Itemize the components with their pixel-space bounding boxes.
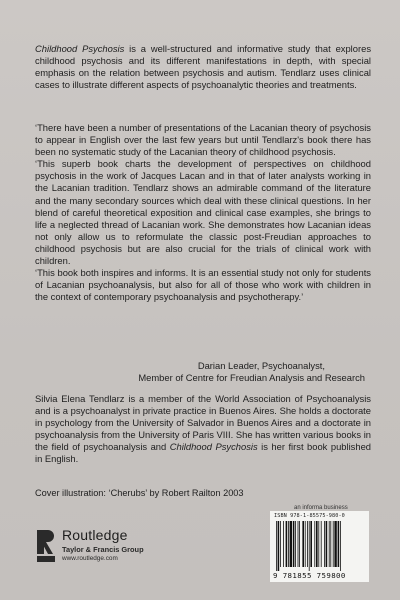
bio-book-title: Childhood Psychosis bbox=[169, 441, 258, 453]
informa-tagline: an informa business bbox=[294, 505, 348, 511]
signature-name: Darian Leader, Psychoanalyst, bbox=[197, 360, 325, 371]
signature-role: Member of Centre for Freudian Analysis and Research bbox=[138, 372, 365, 384]
bio-text-1: Silvia Elena Tendlarz is a member of the World Association of Psychoanalysis and is a psychoanalyst in private practice in Buenos Aires. She holds a doctorate in psychology from the University of Salvador in Buenos Aires and a doctorate in psychoanalysis from the University of Paris VIII. She has written various books in the field of psychoanalysis and bbox=[35, 393, 371, 453]
intro-text: is a well-structured and informative study that explores childhood psychosis and its different manifestations in depth, with special emphasis on the relation between psychosis and autism. Tendlarz uses clinical cases to illustrate different aspects of psychoanalytic theories and treatments. bbox=[35, 43, 372, 91]
barcode-panel bbox=[270, 511, 369, 582]
ean-digits: 9 781855 759800 bbox=[273, 571, 346, 580]
routledge-logo-icon bbox=[36, 528, 56, 564]
publisher-block bbox=[62, 527, 144, 562]
isbn-text: ISBN 978-1-85575-980-0 bbox=[274, 513, 345, 519]
publisher-url: www.routledge.com bbox=[62, 555, 118, 562]
cover-illustration-credit: Cover illustration: ‘Cherubs’ by Robert Railton 2003 bbox=[35, 488, 244, 498]
book-title-italic: Childhood Psychosis bbox=[35, 43, 125, 54]
endorsement-quotes bbox=[35, 122, 371, 303]
intro-paragraph bbox=[35, 43, 371, 91]
publisher-name: Routledge bbox=[62, 527, 128, 543]
quote-3: ‘This book both inspires and informs. It is an essential study not only for students of Lacanian psychoanalysis, but also for all of those who work with children in the context of contemporary psychoanalysis and psychotherapy.’ bbox=[35, 267, 371, 303]
publisher-group: Taylor & Francis Group bbox=[62, 545, 144, 554]
quote-2: ‘This superb book charts the development of perspectives on childhood psychosis in the work of Jacques Lacan and in that of later analysts working in the Lacanian tradition. Tendlarz shows an admirable command of the literature and the many secondary sources which deal with these clinical questions. In her blend of careful theoretical exposition and clinical case examples, she brings to life a neglected thread of Lacanian work. She demonstrates how Lacanian ideas not only allow us to reformulate the classic post-Freudian approaches to childhood psychosis but are also crucial for the trials of clinical work with children. bbox=[35, 158, 371, 267]
bio-text-2: is her first book published in English. bbox=[35, 441, 371, 465]
quote-1: ‘There have been a number of presentations of the Lacanian theory of psychosis to appear in English over the last few years but until Tendlarz's book there has been no systematic study of the Lacanian theory of childhood psychosis. bbox=[35, 122, 371, 158]
barcode-icon bbox=[273, 521, 366, 571]
endorsement-signature bbox=[35, 360, 365, 385]
author-bio bbox=[35, 393, 371, 466]
